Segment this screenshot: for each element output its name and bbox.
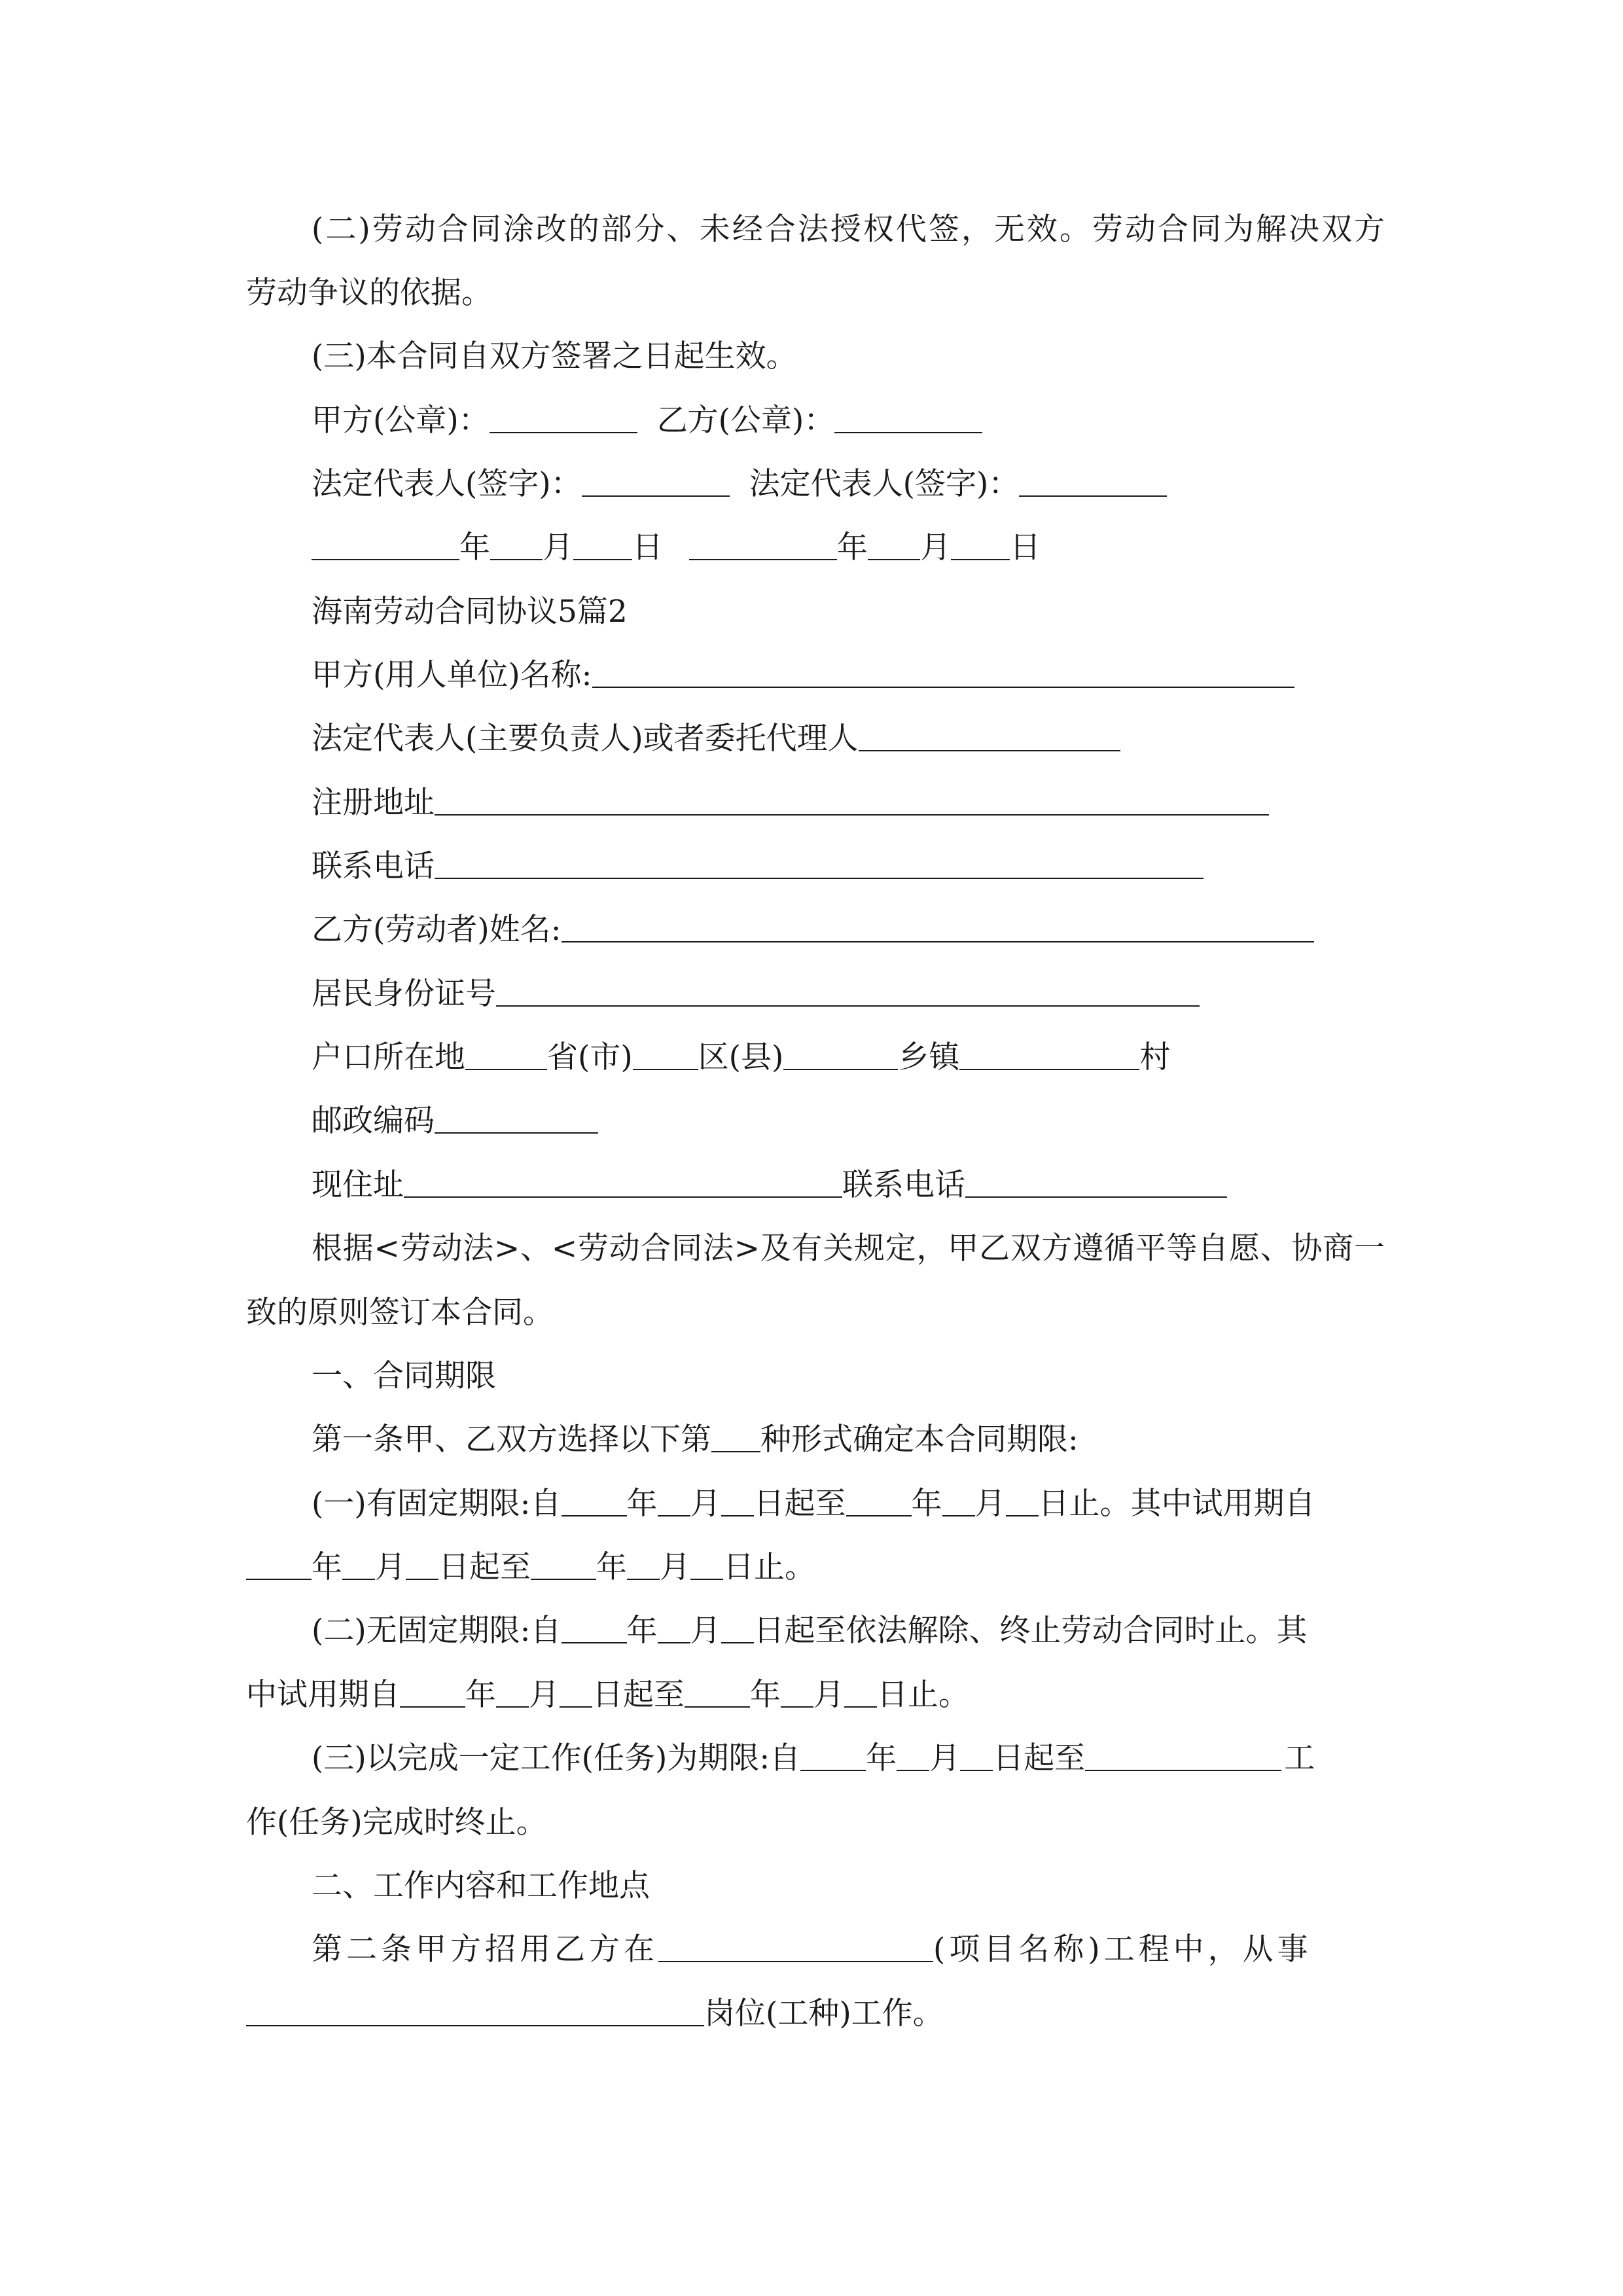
blank <box>496 1677 529 1708</box>
task-term-work: 工 <box>1284 1740 1315 1776</box>
article-1-text-b: 种形式确定本合同期限: <box>760 1422 1079 1458</box>
day-label: 日 <box>592 1677 623 1713</box>
id-blank <box>496 977 1200 1007</box>
blank <box>406 1550 438 1580</box>
legal-rep-row <box>312 719 1385 759</box>
employee-name-label: 乙方(劳动者)姓名: <box>312 912 562 948</box>
month-label: 月 <box>543 529 573 565</box>
legal-rep-blank <box>859 721 1120 751</box>
village-label: 村 <box>1139 1039 1171 1075</box>
day-label: 日 <box>993 1740 1024 1776</box>
province-blank <box>465 1040 547 1070</box>
postcode-label: 邮政编码 <box>312 1103 435 1139</box>
article-2-text-b: (项目名称)工程中，从事 <box>933 1931 1312 1967</box>
month-label: 月 <box>813 1677 844 1713</box>
employer-name-row <box>312 656 1385 695</box>
town-blank <box>783 1040 898 1070</box>
blank <box>342 1550 375 1580</box>
open-term-from: (二)无固定期限:自 <box>312 1613 562 1649</box>
rep-sign-blank-a <box>582 467 730 497</box>
day-blank-b <box>951 530 1010 560</box>
district-blank <box>633 1040 698 1070</box>
fixed-term-probation: 止。其中试用期自 <box>1069 1486 1315 1522</box>
open-term-probation-to: 起至 <box>623 1677 685 1713</box>
month-label: 月 <box>529 1677 560 1713</box>
task-term-line-1 <box>312 1739 1385 1778</box>
day-label: 日 <box>632 529 663 565</box>
town-label: 乡镇 <box>898 1039 960 1075</box>
day-label: 日 <box>723 1549 754 1585</box>
cur-addr-label: 现住址 <box>312 1167 404 1203</box>
blank <box>721 1613 754 1643</box>
year-blank-b <box>689 530 837 560</box>
blank <box>960 1741 993 1771</box>
party-a-seal-blank <box>490 403 637 433</box>
month-label: 月 <box>690 1486 721 1522</box>
article-2-line-1 <box>312 1930 1385 1969</box>
phone-blank <box>435 849 1204 879</box>
project-name-blank <box>658 1932 933 1962</box>
year-label: 年 <box>465 1677 496 1713</box>
year-label: 年 <box>312 1549 342 1585</box>
blank <box>560 1677 592 1708</box>
month-label: 月 <box>690 1613 721 1649</box>
contact-phone-label: 联系电话 <box>842 1167 965 1203</box>
blank <box>400 1677 465 1708</box>
day-blank <box>573 530 632 560</box>
blank <box>846 1486 912 1516</box>
blank <box>685 1677 750 1708</box>
year-label: 年 <box>911 1486 942 1522</box>
rep-sign-row <box>312 465 1385 504</box>
intro-line-2: 致的原则签订本合同。 <box>246 1295 554 1331</box>
article-2-line-2 <box>246 1994 1385 2034</box>
year-label: 年 <box>459 529 490 565</box>
article-1-text-a: 第一条甲、乙双方选择以下第 <box>312 1422 711 1458</box>
blank <box>658 1486 690 1516</box>
day-label: 日 <box>877 1677 908 1713</box>
id-row <box>312 975 1385 1014</box>
clause-3: (三)本合同自双方签署之日起生效。 <box>312 338 797 374</box>
fixed-term-line-2 <box>246 1548 1385 1587</box>
postcode-blank <box>435 1103 598 1134</box>
rep-sign-label-a: 法定代表人(签字)： <box>312 466 582 502</box>
seal-row <box>312 401 1385 440</box>
year-label: 年 <box>866 1740 897 1776</box>
blank <box>781 1677 813 1708</box>
reg-addr-label: 注册地址 <box>312 785 435 821</box>
day-label: 日 <box>1038 1486 1069 1522</box>
blank <box>627 1550 660 1580</box>
open-term-end: 止。 <box>908 1677 969 1713</box>
open-term-line-2 <box>246 1676 1385 1715</box>
section-title: 海南劳动合同协议5篇2 <box>312 594 628 630</box>
phone-row <box>312 847 1385 886</box>
open-term-text: 起至依法解除、终止劳动合同时止。其 <box>784 1613 1308 1649</box>
article-1 <box>312 1420 1385 1460</box>
section-2-heading: 二、工作内容和工作地点 <box>312 1868 650 1904</box>
month-label-b: 月 <box>920 529 951 565</box>
open-term-line-1 <box>312 1611 1385 1651</box>
party-b-seal-label: 乙方(公章)： <box>656 403 835 439</box>
task-term-to: 起至 <box>1024 1740 1086 1776</box>
reg-addr-blank <box>435 785 1269 816</box>
postcode-row <box>312 1102 1385 1141</box>
year-blank <box>312 530 459 560</box>
month-label: 月 <box>974 1486 1006 1522</box>
rep-sign-label-b: 法定代表人(签字)： <box>749 466 1020 502</box>
article-2-text-a: 第二条甲方招用乙方在 <box>312 1931 658 1967</box>
day-label: 日 <box>753 1613 785 1649</box>
month-label: 月 <box>375 1549 406 1585</box>
article-2-text-c: 岗位(工种)工作。 <box>704 1996 944 2032</box>
section-1-heading: 一、合同期限 <box>312 1358 496 1394</box>
intro-line-1: 根据<劳动法>、<劳动合同法>及有关规定，甲乙双方遵循平等自愿、协商一 <box>312 1230 1385 1266</box>
day-label-b: 日 <box>1010 529 1041 565</box>
fixed-term-to: 起至 <box>784 1486 846 1522</box>
blank <box>562 1486 627 1516</box>
fixed-term-line-1 <box>312 1484 1385 1524</box>
blank <box>844 1677 877 1708</box>
employer-name-label: 甲方(用人单位)名称: <box>312 657 592 693</box>
blank <box>531 1550 596 1580</box>
blank <box>658 1613 690 1643</box>
blank <box>942 1486 975 1516</box>
fixed-term-end: 止。 <box>754 1549 815 1585</box>
year-label: 年 <box>626 1613 658 1649</box>
year-label: 年 <box>596 1549 627 1585</box>
day-label: 日 <box>753 1486 785 1522</box>
party-a-seal-label: 甲方(公章)： <box>312 403 490 439</box>
legal-rep-label: 法定代表人(主要负责人)或者委托代理人 <box>312 721 859 757</box>
reg-addr-row <box>312 783 1385 823</box>
task-term-from: (三)以完成一定工作(任务)为期限:自 <box>312 1740 801 1776</box>
month-blank-b <box>868 530 920 560</box>
hukou-row <box>312 1038 1385 1077</box>
employee-name-row <box>312 910 1385 950</box>
employer-name-blank <box>592 658 1294 688</box>
clause-2-line-1: (二)劳动合同涂改的部分、未经合法授权代签，无效。劳动合同为解决双方 <box>312 211 1385 247</box>
task-term-line-2: 作(任务)完成时终止。 <box>246 1804 547 1840</box>
open-term-probation: 中试用期自 <box>246 1677 400 1713</box>
village-blank <box>959 1040 1139 1070</box>
province-label: 省(市) <box>547 1039 633 1075</box>
blank <box>800 1741 866 1771</box>
year-label: 年 <box>626 1486 658 1522</box>
date-row <box>312 528 1385 567</box>
cur-addr-blank <box>404 1168 842 1198</box>
clause-2-line-2: 劳动争议的依据。 <box>246 275 492 311</box>
year-label: 年 <box>750 1677 781 1713</box>
party-b-seal-blank <box>834 403 982 433</box>
blank <box>562 1613 627 1643</box>
rep-sign-blank-b <box>1019 467 1167 497</box>
phone-label: 联系电话 <box>312 848 435 884</box>
cur-addr-row <box>312 1166 1385 1205</box>
fixed-term-from: (一)有固定期限:自 <box>312 1486 562 1522</box>
fixed-term-probation-to: 起至 <box>469 1549 531 1585</box>
hukou-label: 户口所在地 <box>312 1039 465 1075</box>
blank <box>1085 1741 1281 1771</box>
blank <box>1006 1486 1039 1516</box>
blank <box>246 1550 312 1580</box>
year-label-b: 年 <box>837 529 868 565</box>
month-label: 月 <box>660 1549 690 1585</box>
id-label: 居民身份证号 <box>312 976 496 1012</box>
blank <box>721 1486 754 1516</box>
district-label: 区(县) <box>698 1039 784 1075</box>
month-label: 月 <box>929 1740 961 1776</box>
employee-name-blank <box>562 912 1314 942</box>
month-blank <box>490 530 543 560</box>
day-label: 日 <box>438 1549 469 1585</box>
blank <box>897 1741 929 1771</box>
article-1-blank <box>711 1422 760 1452</box>
blank <box>690 1550 723 1580</box>
position-blank <box>246 1996 704 2026</box>
contact-phone-blank <box>965 1168 1227 1198</box>
